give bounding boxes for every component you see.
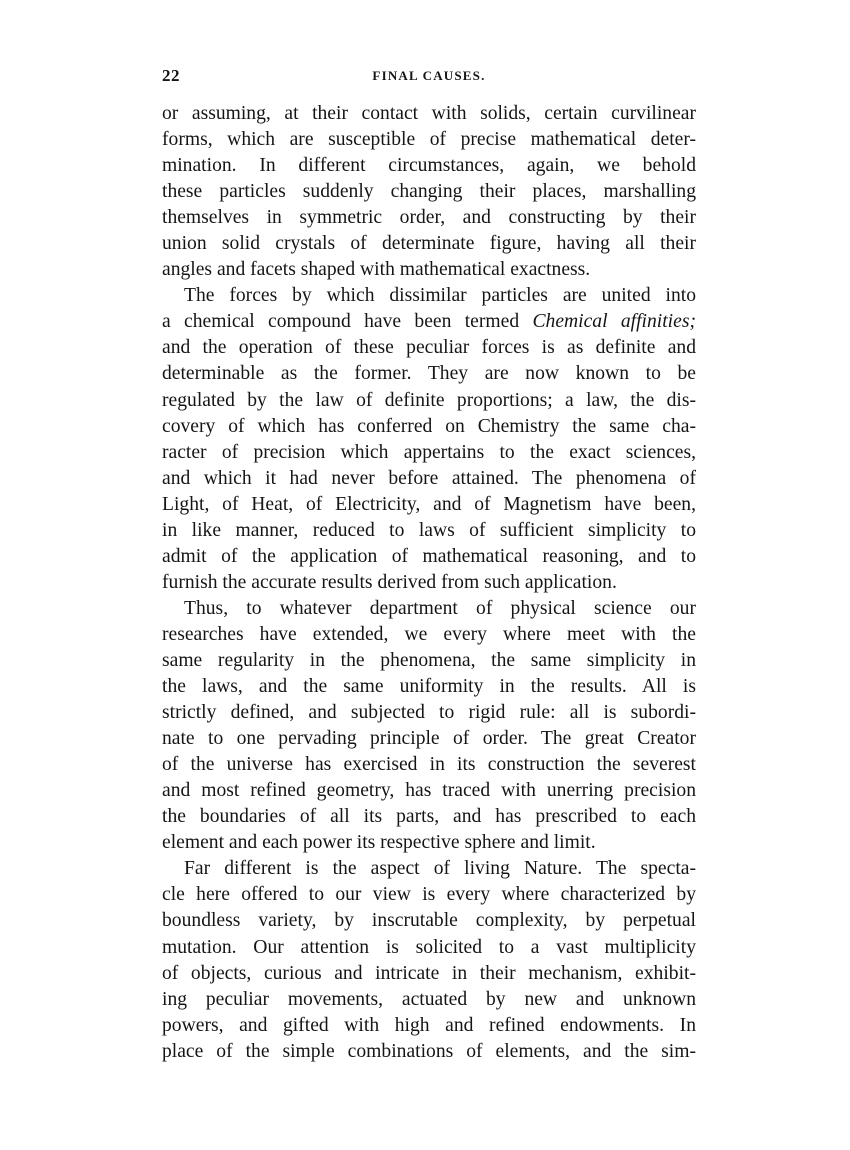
text-line: union solid crystals of determinate figure, having all their — [162, 233, 696, 255]
text-line: these particles suddenly changing their places, marshalling — [162, 181, 696, 203]
text-line: and which it had never before attained. The phenomena of — [162, 467, 696, 489]
text-line: same regularity in the phenomena, the same simplicity in — [162, 649, 696, 671]
text-line: mination. In different circumstances, again, we behold — [162, 155, 696, 177]
text-line: racter of precision which appertains to the exact sciences, — [162, 441, 696, 463]
text-line: strictly defined, and subjected to rigid rule: all is subordi- — [162, 702, 696, 724]
text-line: regulated by the law of definite proportions; a law, the dis- — [162, 389, 696, 411]
text-line: powers, and gifted with high and refined endowments. In — [162, 1014, 696, 1036]
text-line: themselves in symmetric order, and constructing by their — [162, 207, 696, 229]
text-line: cle here offered to our view is every where characterized by — [162, 884, 696, 906]
text-line-with-italic — [162, 309, 696, 335]
text-line: ing peculiar movements, actuated by new and unknown — [162, 988, 696, 1010]
text-line: the laws, and the same uniformity in the results. All is — [162, 676, 696, 698]
text-line: Far different is the aspect of living Nature. The specta- — [184, 858, 696, 880]
text-line: angles and facets shaped with mathematical exactness. — [162, 259, 591, 281]
text-line: Thus, to whatever department of physical science our — [184, 597, 696, 619]
text-line: and the operation of these peculiar forces is as definite and — [162, 337, 696, 359]
running-title: FINAL CAUSES. — [372, 68, 486, 83]
page-number: 22 — [162, 66, 180, 85]
text-line: in like manner, reduced to laws of sufficient simplicity to — [162, 519, 696, 541]
text-line: or assuming, at their contact with solids, certain curvilinear — [162, 103, 696, 124]
text-line: place of the simple combinations of elements, and the sim- — [162, 1040, 696, 1062]
text-line: the boundaries of all its parts, and has prescribed to each — [162, 806, 696, 828]
text-line: boundless variety, by inscrutable complexity, by perpetual — [162, 910, 696, 932]
text-line: The forces by which dissimilar particles are united into — [184, 285, 696, 307]
text-segment: a chemical compound have been termed — [162, 311, 520, 333]
text-line: researches have extended, we every where meet with the — [162, 623, 696, 645]
body-text — [162, 101, 696, 1065]
text-line: of the universe has exercised in its construction the severest — [162, 754, 696, 776]
text-line: nate to one pervading principle of order. The great Creator — [162, 728, 696, 750]
text-line: of objects, curious and intricate in their mechanism, exhibit- — [162, 962, 696, 984]
text-line: determinable as the former. They are now known to be — [162, 363, 696, 385]
text-line: furnish the accurate results derived from such application. — [162, 571, 617, 593]
text-line: covery of which has conferred on Chemistry the same cha- — [162, 415, 696, 437]
text-line: element and each power its respective sphere and limit. — [162, 832, 596, 854]
text-line: admit of the application of mathematical reasoning, and to — [162, 545, 696, 567]
text-line: forms, which are susceptible of precise mathematical deter- — [162, 129, 696, 151]
text-line: mutation. Our attention is solicited to a vast multiplicity — [162, 936, 696, 958]
text-line: Light, of Heat, of Electricity, and of Magnetism have been, — [162, 493, 696, 515]
italic-term: Chemical affinities; — [532, 311, 696, 333]
running-head — [162, 66, 696, 90]
text-line: and most refined geometry, has traced with unerring precision — [162, 780, 696, 802]
